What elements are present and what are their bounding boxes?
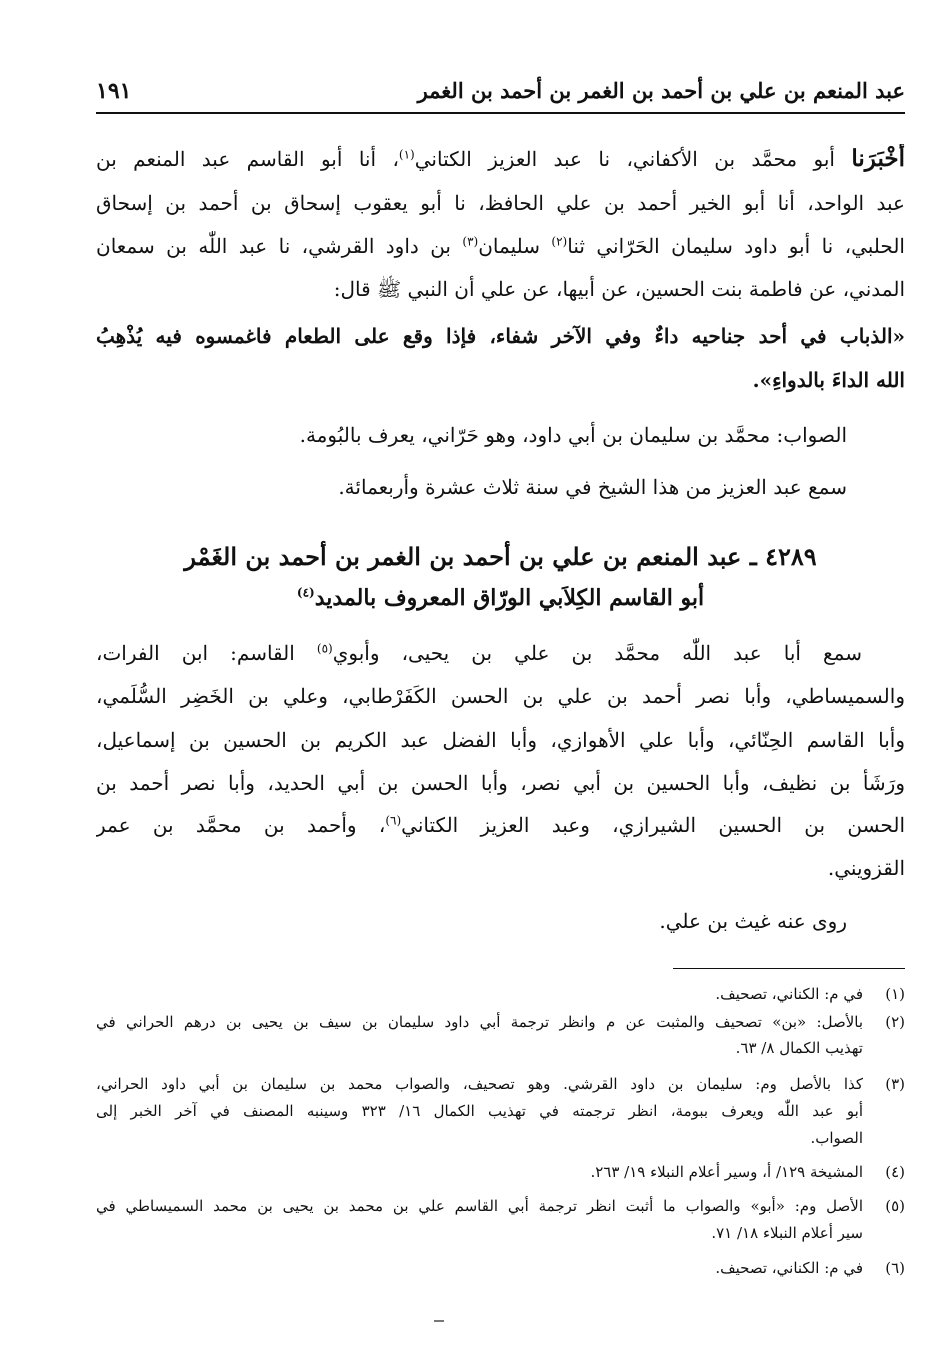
text-line: القزويني. [827, 856, 905, 880]
footnote-text: أبو عبد اللّٰه ويعرف ببومة، انظر ترجمته في تهذيب الكمال ١٦/ ٣٢٣ وسينبه المصنف في آخر الخبر إلى [96, 1102, 863, 1120]
text-span: ، أنا أبو القاسم عبد المنعم بن [96, 147, 399, 171]
footnote-text: الأصل وم: «أبو» والصواب ما أثبت انظر ترجمة أبي القاسم علي بن محمد بن يحيى بن محمد السميساطي في [96, 1197, 863, 1215]
text-line: والسميساطي، وأبا نصر أحمد بن علي بن الحسن الكَفَرْطابي، وعلي بن الخَضِر السُّلَمي، [96, 684, 905, 708]
footnote-ref: (٣) [462, 234, 479, 249]
entry-subheading [96, 582, 905, 614]
text-span: أبو القاسم الكِلاَبي الورّاق المعروف بالمديد [314, 585, 705, 611]
text-line [96, 638, 862, 668]
footnote-number: (٣) [885, 1075, 905, 1093]
text-line [96, 810, 905, 840]
text-span: الحسن بن الحسين الشيرازي، وعبد العزيز الكتاني [401, 813, 905, 837]
footnote-number: (٦) [885, 1259, 905, 1277]
text-span: أبو محمَّد بن الأكفاني، نا عبد العزيز الكتاني [414, 147, 852, 171]
footnote-ref: (٢) [551, 234, 568, 249]
text-line [96, 231, 905, 261]
text-line: وأبا القاسم الحِنّائي، وأبا علي الأهوازي، وأبا الفضل عبد الكريم بن الحسين بن إسماعيل، [96, 728, 905, 752]
text-line: ورَشَأ بن نظيف، وأبا الحسين بن أبي نصر، وأبا الحسن بن أبي الحديد، وأبا نصر أحمد بن [96, 771, 905, 795]
hadith-line: «الذباب في أحد جناحيه داءٌ وفي الآخر شفاء، فإذا وقع على الطعام فاغمسوه فيه يُذْهِبُ [96, 324, 905, 348]
footnote-text: تهذيب الكمال ٨/ ٦٣. [735, 1039, 863, 1057]
footnote-number: (٤) [885, 1163, 905, 1181]
text-line: روى عنه غيث بن علي. [659, 909, 847, 933]
running-header [96, 72, 905, 108]
footnote-number: (٥) [885, 1197, 905, 1215]
entry-heading: ٤٢٨٩ ـ عبد المنعم بن علي بن أحمد بن الغمر بن أحمد بن الغَمْر [184, 542, 817, 571]
footnote-ref: (٥) [316, 641, 333, 656]
text-span: سمع أبا عبد اللّٰه محمَّد بن علي بن يحيى، وأبوي [332, 641, 862, 665]
footnote-text: المشيخة ١٢٩/ أ، وسير أعلام النبلاء ١٩/ ٢٦٣. [590, 1163, 863, 1181]
hadith-line: الله الداءَ بالدواءِ». [752, 368, 905, 392]
header-rule [96, 112, 905, 114]
correction-note: الصواب: محمَّد بن سليمان بن أبي داود، وهو حَرّاني، يعرف بالبُومة. [299, 423, 847, 447]
text-line [96, 144, 905, 174]
text-line: المدني، عن فاطمة بنت الحسين، عن أبيها، عن علي أن النبي ﷺ قال: [333, 277, 905, 301]
footnote-text: بالأصل: «بن» تصحيف والمثبت عن م وانظر ترجمة أبي داود سليمان بن سيف بن يحيى بن درهم الحراني في [96, 1013, 863, 1031]
text-line: عبد الواحد، أنا أبو الخير أحمد بن علي الحافظ، نا أبو يعقوب إسحاق بن أحمد بن إسحاق [96, 191, 905, 215]
footnote-number: (١) [885, 985, 905, 1003]
footnote-number: (٢) [885, 1013, 905, 1031]
footnote-text: في م: الكناني، تصحيف. [715, 1259, 863, 1277]
footnote-text: سير أعلام النبلاء ١٨/ ٧١. [711, 1224, 863, 1242]
page-number: ١٩١ [96, 78, 132, 104]
text-span: ، وأحمد بن محمَّد بن عمر [96, 813, 386, 837]
running-title: عبد المنعم بن علي بن أحمد بن الغمر بن أحمد بن الغمر [417, 78, 905, 103]
footnote-ref: (١) [398, 147, 415, 162]
text-span: بن داود القرشي، نا عبد اللّٰه بن سمعان [96, 234, 463, 258]
footnote-ref: (٤) [296, 585, 315, 600]
text-span: القاسم: ابن الفرات، [96, 641, 317, 665]
text-span: الحلبي، نا أبو داود سليمان الحَرّاني ثنا [567, 234, 905, 258]
audition-note: سمع عبد العزيز من هذا الشيخ في سنة ثلاث عشرة وأربعمائة. [338, 475, 847, 499]
footnote-text: كذا بالأصل وم: سليمان بن داود القرشي. وهو تصحيف، والصواب محمد بن سليمان بن أبي داود الحراني، [96, 1075, 863, 1093]
scan-mark [434, 1320, 444, 1322]
footnote-text: الصواب. [810, 1129, 863, 1147]
text-span: سليمان [478, 234, 552, 258]
akhbarana-word: أَخْبَرَنا [851, 145, 905, 172]
footnote-rule [673, 968, 905, 969]
footnote-ref: (٦) [385, 813, 402, 828]
footnote-text: في م: الكناني، تصحيف. [715, 985, 863, 1003]
